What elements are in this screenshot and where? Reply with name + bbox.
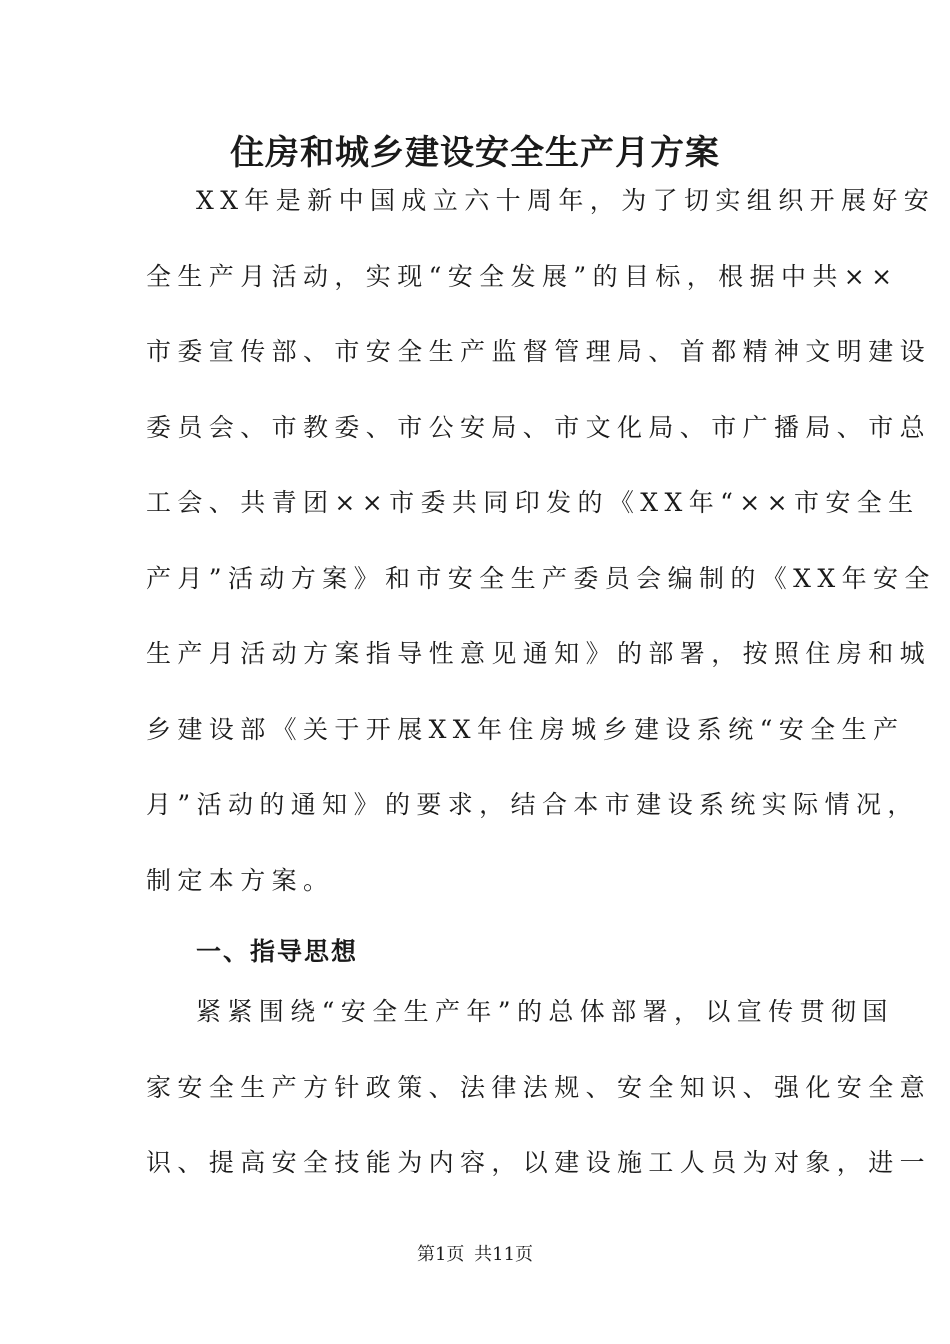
- page-footer: [0, 1242, 950, 1268]
- paragraph-line: XX年是新中国成立六十周年，为了切实组织开展好安: [196, 186, 936, 215]
- paragraph-line: 工会、共青团××市委共同印发的《XX年“××市安全生: [146, 488, 920, 517]
- paragraph-line: 紧紧围绕“安全生产年”的总体部署，以宣传贯彻国: [196, 997, 894, 1026]
- paragraph-line: 产月”活动方案》和市安全生产委员会编制的《XX年安全: [146, 563, 936, 593]
- section-heading: 一、指导思想: [196, 937, 359, 966]
- paragraph-line: 全生产月活动，实现“安全发展”的目标，根据中共××: [146, 261, 899, 291]
- document-title: 住房和城乡建设安全生产月方案: [230, 133, 720, 173]
- paragraph-line: 家安全生产方针政策、法律法规、安全知识、强化安全意: [146, 1072, 932, 1102]
- paragraph-line: 制定本方案。: [146, 865, 335, 895]
- paragraph-line: 识、提高安全技能为内容，以建设施工人员为对象，进一: [146, 1148, 932, 1177]
- document-body: [146, 178, 936, 1216]
- paragraph-line: 生产月活动方案指导性意见通知》的部署，按照住房和城: [146, 639, 932, 668]
- page-number: 第1页: [416, 1244, 465, 1265]
- page-total: 共11页: [474, 1244, 534, 1265]
- paragraph-line: 乡建设部《关于开展XX年住房城乡建设系统“安全生产: [146, 714, 905, 744]
- paragraph-line: 委员会、市教委、市公安局、市文化局、市广播局、市总: [146, 412, 932, 442]
- paragraph-line: 市委宣传部、市安全生产监督管理局、首都精神文明建设: [146, 337, 932, 366]
- paragraph-line: 月”活动的通知》的要求，结合本市建设系统实际情况，: [146, 790, 919, 819]
